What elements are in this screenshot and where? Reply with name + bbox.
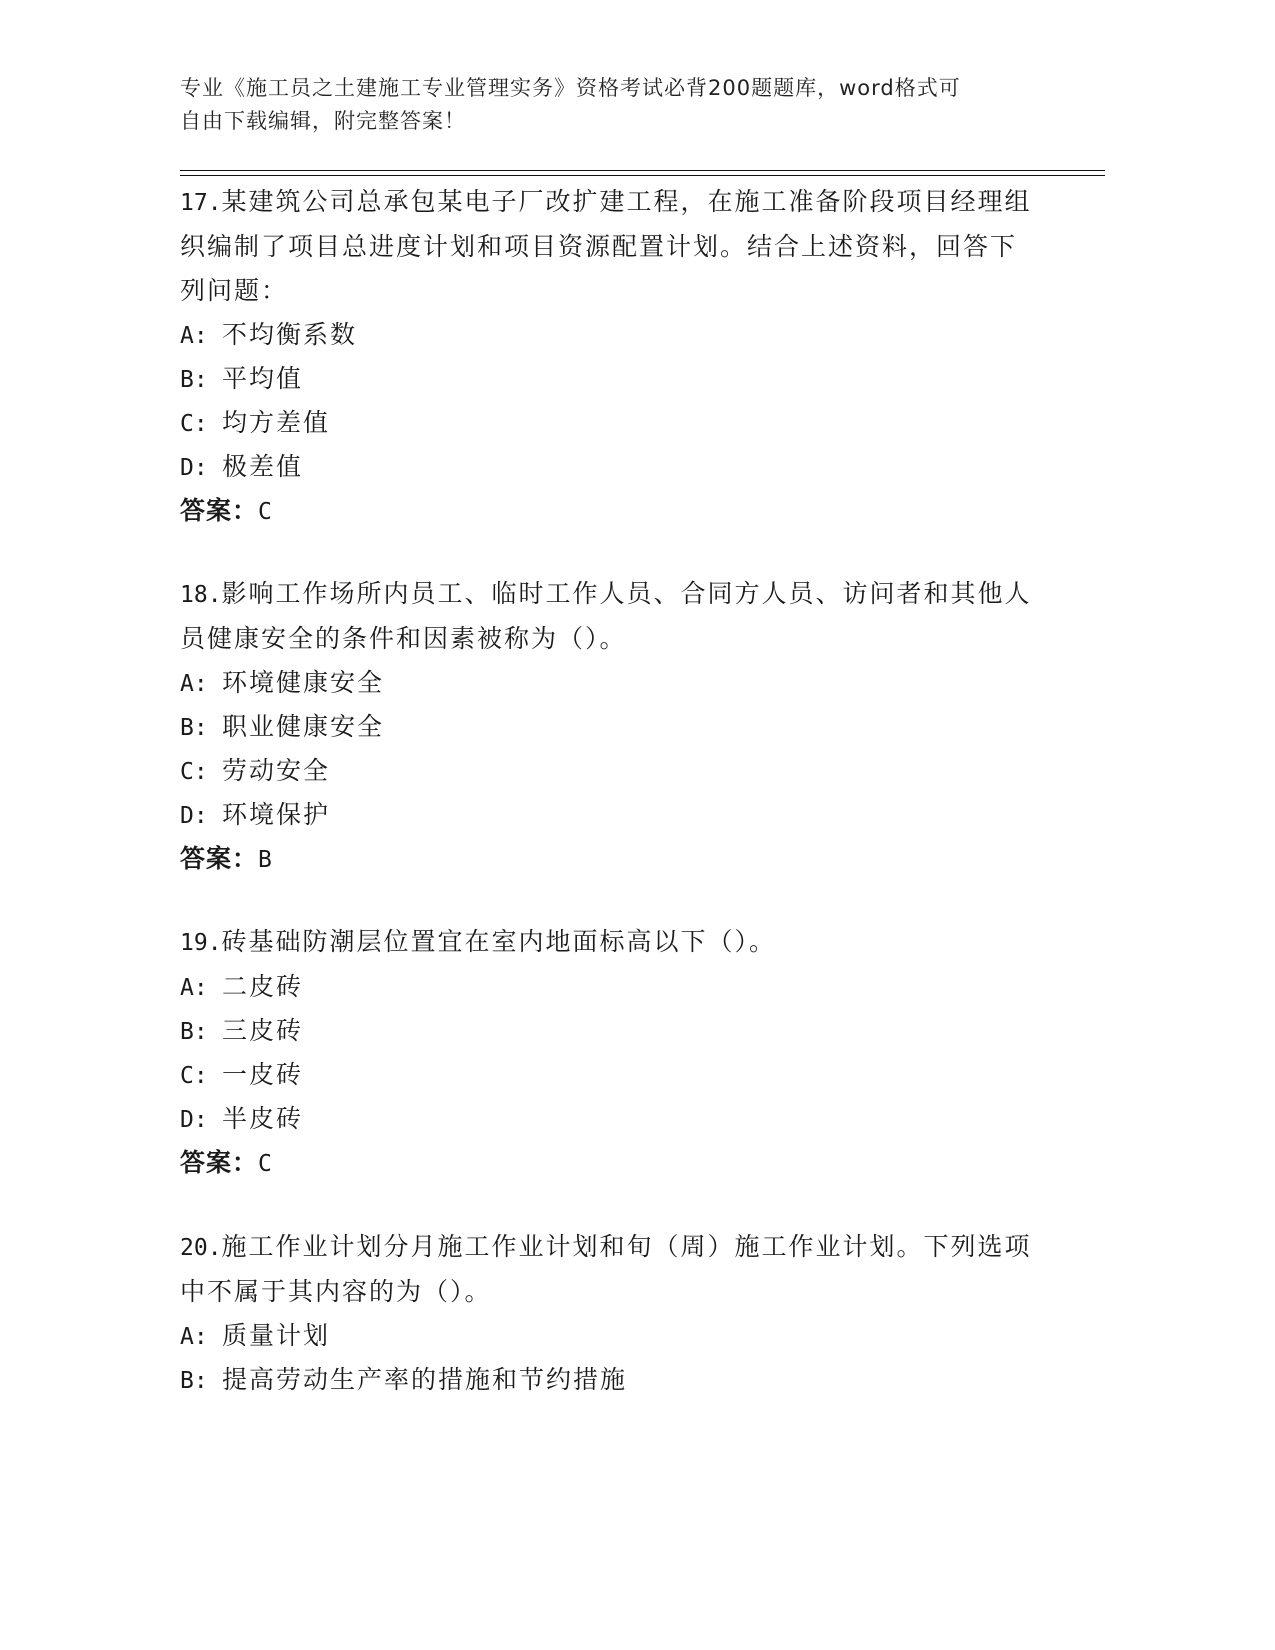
question-18 xyxy=(180,572,1040,881)
question-stem xyxy=(180,180,1040,313)
question-number: 19. xyxy=(180,930,222,956)
question-stem xyxy=(180,1225,1040,1314)
option-letter: B: xyxy=(180,715,208,741)
option-c xyxy=(180,749,1040,793)
option-a xyxy=(180,1314,1040,1358)
option-letter: D: xyxy=(180,803,208,829)
header-title-line-2: 自由下载编辑，附完整答案！ xyxy=(180,109,466,133)
option-text: 劳动安全 xyxy=(222,756,331,785)
option-letter: D: xyxy=(180,455,208,481)
question-number: 17. xyxy=(180,190,222,216)
answer-label: 答案： xyxy=(180,844,259,873)
answer-value: C xyxy=(258,499,272,525)
option-d xyxy=(180,793,1040,837)
option-letter: C: xyxy=(180,1063,208,1089)
option-d xyxy=(180,1097,1040,1141)
option-a xyxy=(180,965,1040,1009)
answer-line xyxy=(180,1141,1040,1185)
question-number: 20. xyxy=(180,1235,222,1261)
answer-line xyxy=(180,837,1040,881)
option-b xyxy=(180,705,1040,749)
option-letter: C: xyxy=(180,759,208,785)
option-letter: C: xyxy=(180,411,208,437)
option-b xyxy=(180,357,1040,401)
option-b xyxy=(180,1358,1040,1402)
option-letter: A: xyxy=(180,323,208,349)
option-letter: B: xyxy=(180,1368,208,1394)
option-text: 二皮砖 xyxy=(222,972,304,1001)
option-text: 平均值 xyxy=(222,364,304,393)
question-17 xyxy=(180,180,1040,533)
option-text: 提高劳动生产率的措施和节约措施 xyxy=(222,1365,628,1394)
question-text: 砖基础防潮层位置宜在室内地面标高以下（）。 xyxy=(221,927,777,956)
header-divider-top xyxy=(180,170,1105,171)
question-stem xyxy=(180,920,1040,965)
option-text: 一皮砖 xyxy=(222,1060,304,1089)
option-text: 质量计划 xyxy=(222,1321,331,1350)
question-20 xyxy=(180,1225,1040,1402)
question-text: 施工作业计划分月施工作业计划和旬（周）施工作业计划。下列选项中不属于其内容的为（）。 xyxy=(180,1232,1032,1306)
option-letter: D: xyxy=(180,1107,208,1133)
answer-label: 答案： xyxy=(180,1148,259,1177)
option-letter: B: xyxy=(180,367,208,393)
document-header xyxy=(180,72,1040,138)
option-text: 不均衡系数 xyxy=(222,320,358,349)
question-text: 某建筑公司总承包某电子厂改扩建工程，在施工准备阶段项目经理组织编制了项目总进度计划和项目资源配置计划。结合上述资料，回答下列问题： xyxy=(180,187,1032,305)
option-c xyxy=(180,1053,1040,1097)
option-text: 极差值 xyxy=(222,452,304,481)
option-text: 环境保护 xyxy=(222,800,331,829)
option-d xyxy=(180,445,1040,489)
header-divider-bottom xyxy=(180,175,1105,176)
option-letter: A: xyxy=(180,975,208,1001)
question-number: 18. xyxy=(180,582,222,608)
option-b xyxy=(180,1009,1040,1053)
answer-value: B xyxy=(258,847,272,873)
option-a xyxy=(180,661,1040,705)
option-c xyxy=(180,401,1040,445)
question-text: 影响工作场所内员工、临时工作人员、合同方人员、访问者和其他人员健康安全的条件和因素被称为（）。 xyxy=(180,579,1032,653)
question-19 xyxy=(180,920,1040,1185)
option-letter: B: xyxy=(180,1019,208,1045)
option-text: 环境健康安全 xyxy=(222,668,385,697)
answer-value: C xyxy=(258,1151,272,1177)
option-text: 均方差值 xyxy=(222,408,331,437)
option-letter: A: xyxy=(180,671,208,697)
option-text: 三皮砖 xyxy=(222,1016,304,1045)
question-stem xyxy=(180,572,1040,661)
option-letter: A: xyxy=(180,1324,208,1350)
header-title-line-1: 专业《施工员之土建施工专业管理实务》资格考试必背200题题库，word格式可 xyxy=(180,76,961,100)
option-text: 半皮砖 xyxy=(222,1104,304,1133)
option-a xyxy=(180,313,1040,357)
answer-line xyxy=(180,489,1040,533)
answer-label: 答案： xyxy=(180,496,259,525)
option-text: 职业健康安全 xyxy=(222,712,385,741)
